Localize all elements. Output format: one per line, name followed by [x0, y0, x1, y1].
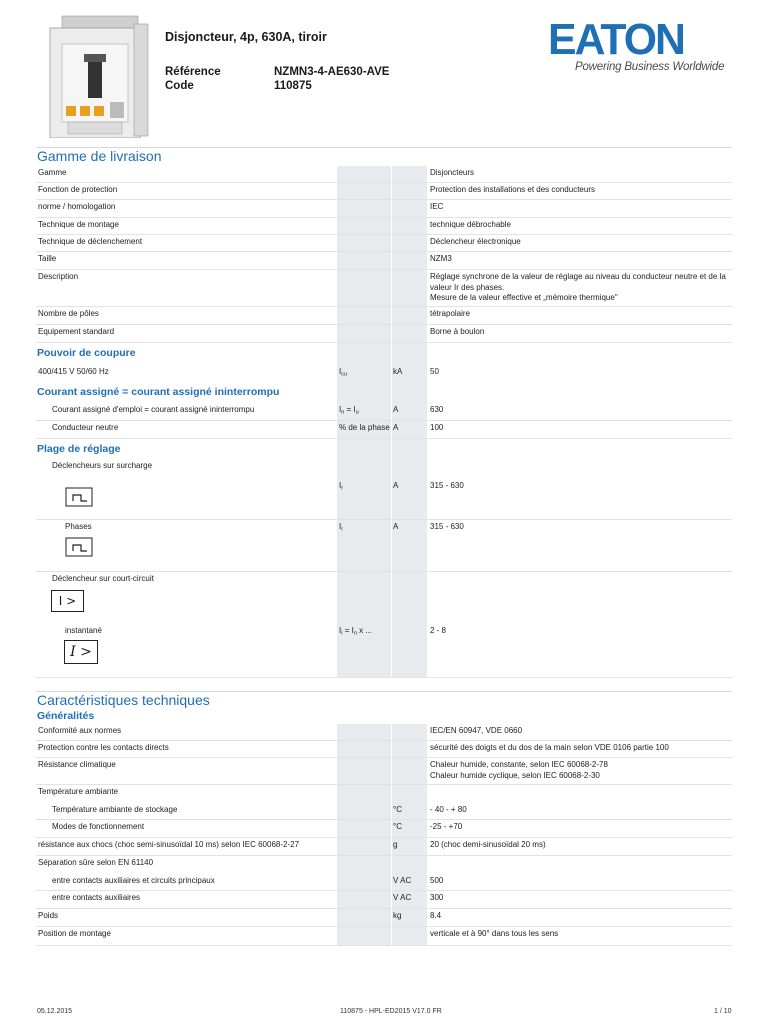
- table-row: $I_r$ A 315 - 630: [36, 476, 732, 520]
- subsection-setting-range: Plage de réglage: [37, 443, 121, 455]
- table-row: Technique de montage technique débrochable: [36, 218, 732, 235]
- footer-date: 05.12.2015: [37, 1008, 73, 1015]
- table-row: Technique de déclenchement Déclencheur électronique: [36, 235, 732, 252]
- table-row: entre contacts auxiliaires V AC 300: [36, 891, 732, 909]
- table-row: Gamme Disjoncteurs: [36, 166, 732, 183]
- table-row: Poids kg 8.4: [36, 909, 732, 927]
- table-row: Séparation sûre selon EN 61140: [38, 858, 154, 867]
- footer-doc-id: 110875 - HPL-ED2015 V17.0 FR: [340, 1008, 442, 1015]
- table-row: 400/415 V 50/60 Hz $I_{cu}$ kA 50: [38, 367, 439, 378]
- svg-text:EATON: EATON: [548, 16, 684, 58]
- table-row: Conformité aux normes IEC/EN 60947, VDE 0660: [36, 724, 732, 741]
- table-row: Courant assigné d'emploi = courant assigné ininterrompu $I_n = I_u$ A 630: [36, 403, 732, 421]
- thermal-phases-symbol-icon: [63, 535, 95, 559]
- table-row: Nombre de pôles tétrapolaire: [36, 307, 732, 325]
- table-row: Position de montage verticale et à 90° dans tous les sens: [36, 927, 732, 946]
- tagline: Powering Business Worldwide: [575, 61, 725, 73]
- section-title-tech: Caractéristiques techniques: [37, 692, 210, 708]
- table-row: Description Réglage synchrone de la valeur de réglage au niveau du conducteur neutre et de la valeur Ir des phases. Mesure de la valeur effective et „mémoire thermique": [36, 270, 732, 307]
- table-row: norme / homologation IEC: [36, 200, 732, 218]
- table-row: Température ambiante: [38, 787, 119, 796]
- reference-label: Référence: [165, 66, 221, 78]
- subsection-breaking: Pouvoir de coupure: [37, 347, 136, 359]
- footer-page-number: 1 / 10: [714, 1008, 732, 1015]
- section-title-delivery: Gamme de livraison: [37, 148, 162, 164]
- instantaneous-symbol-icon: I >: [64, 640, 98, 664]
- subsection-rated-current: Courant assigné = courant assigné ininterrompu: [37, 386, 280, 398]
- table-row: entre contacts auxiliaires et circuits principaux V AC 500: [36, 874, 732, 891]
- table-row: Taille NZM3: [36, 252, 732, 270]
- code-label: Code: [165, 80, 194, 92]
- thermal-overload-symbol-icon: [63, 485, 95, 509]
- product-image: [48, 14, 150, 138]
- table-row: instantané $I_i = I_n$ x ... 2 - 8: [36, 622, 732, 678]
- table-row: Fonction de protection Protection des installations et des conducteurs: [36, 183, 732, 200]
- short-circuit-symbol-icon: I >: [51, 590, 84, 612]
- table-row: Modes de fonctionnement °C -25 - +70: [36, 820, 732, 838]
- table-row: Conducteur neutre % de la phase A 100: [36, 421, 732, 439]
- table-row: Phases $I_r$ A 315 - 630: [36, 520, 732, 572]
- reference-value: NZMN3-4-AE630-AVE: [274, 66, 390, 78]
- table-row: Déclencheur sur court-circuit: [52, 574, 154, 583]
- table-row: Résistance climatique Chaleur humide, constante, selon IEC 60068-2-78 Chaleur humide cyclique, selon IEC 60068-2-30: [36, 758, 732, 785]
- table-row: Déclencheurs sur surcharge: [52, 461, 153, 470]
- eaton-logo: [547, 16, 685, 58]
- table-row: résistance aux chocs (choc semi-sinusoïdal 10 ms) selon IEC 60068-2-27 g 20 (choc demi-sinusoïdal 20 ms): [36, 838, 732, 856]
- table-row: Equipement standard Borne à boulon: [36, 325, 732, 343]
- code-value: 110875: [274, 80, 312, 92]
- product-title: Disjoncteur, 4p, 630A, tiroir: [165, 30, 327, 44]
- subsection-general: Généralités: [37, 710, 95, 722]
- table-row: Température ambiante de stockage °C - 40 - + 80: [36, 803, 732, 820]
- table-row: Protection contre les contacts directs sécurité des doigts et du dos de la main selon VDE 0106 partie 100: [36, 741, 732, 758]
